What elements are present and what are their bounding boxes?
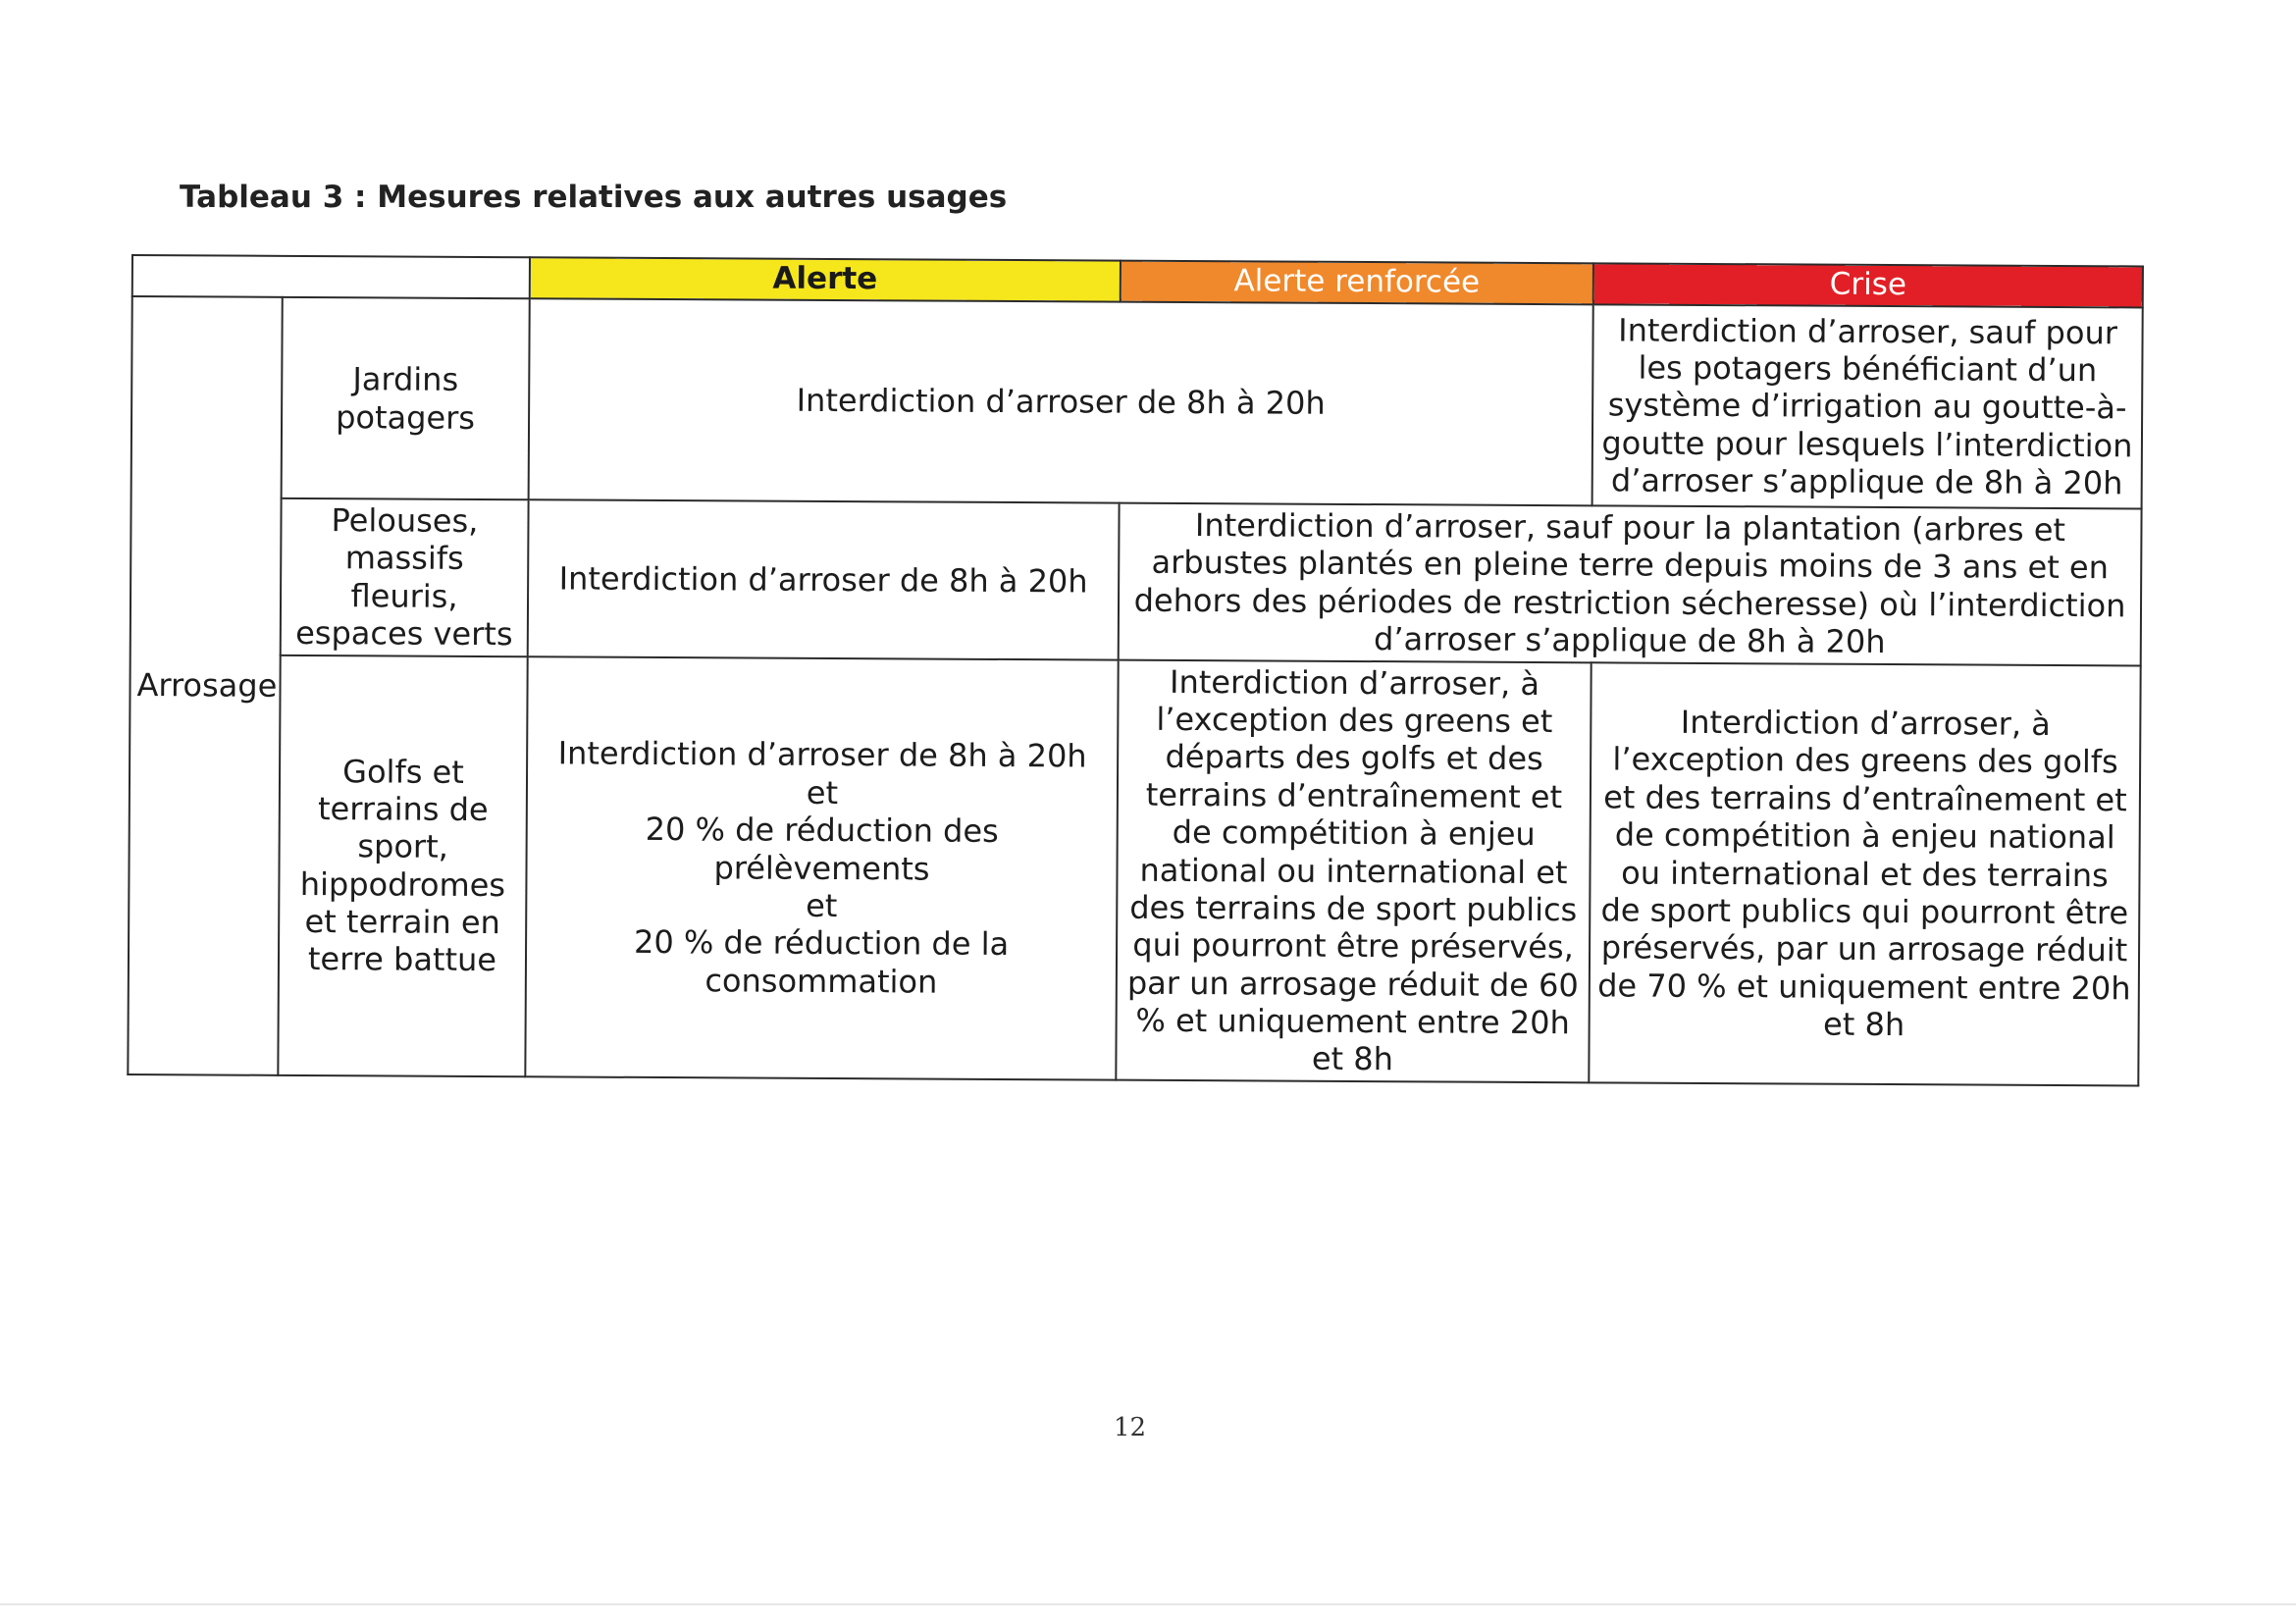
- cell-golfs-crise: Interdiction d’arroser, à l’exception des greens des golfs et des terrains d’entraînement et de compétition à enjeu national ou international et des terrains de sport publics qui pourront être préservés, par un arrosage réduit de 70 % et uniquement entre 20h et 8h: [1589, 662, 2140, 1085]
- header-alerte-renforcee: Alerte renforcée: [1121, 261, 1593, 305]
- header-crise: Crise: [1593, 263, 2143, 307]
- measures-table-wrapper: [128, 254, 2142, 1078]
- table-row: [128, 654, 2140, 1086]
- scan-edge-line: [0, 1603, 2296, 1605]
- page-number: 12: [1114, 1413, 1147, 1442]
- table-caption: Tableau 3 : Mesures relatives aux autres usages: [180, 180, 1008, 215]
- golfs-alerte-line: 20 % de réduction de la consommation: [633, 923, 1010, 1001]
- header-empty-cell: [132, 255, 530, 298]
- header-alerte: Alerte: [530, 257, 1121, 301]
- cell-golfs-alerte-renforcee: Interdiction d’arroser, à l’exception des greens et départs des golfs et des terrains d’entraînement et de compétition à enjeu national ou international et des terrains de sport publics qui pourront être préservés, par un arrosage réduit de 60 % et uniquement entre 20h et 8h: [1116, 659, 1591, 1082]
- cell-jardins-crise: Interdiction d’arroser, sauf pour les potagers bénéficiant d’un système d’irrigation au goutte-à-goutte pour lesquels l’interdiction d’arroser s’applique de 8h à 20h: [1592, 304, 2143, 508]
- golfs-alerte-line: Interdiction d’arroser de 8h à 20h: [557, 734, 1087, 775]
- cell-pelouses-renforcee-crise: Interdiction d’arroser, sauf pour la plantation (arbres et arbustes plantés en pleine terre depuis moins de 3 ans et en dehors des périodes de restriction sécheresse) où l’interdiction d’arroser s’applique de 8h à 20h: [1119, 503, 2142, 665]
- cell-jardins-alerte-renforcee: Interdiction d’arroser de 8h à 20h: [529, 298, 1593, 505]
- cell-pelouses-alerte: Interdiction d’arroser de 8h à 20h: [528, 499, 1120, 659]
- usage-jardins-potagers: Jardins potagers: [282, 297, 530, 499]
- measures-table: [127, 254, 2144, 1086]
- usage-golfs: Golfs et terrains de sport, hippodromes et terrain en terre battue: [278, 654, 527, 1076]
- golfs-alerte-line: et: [806, 773, 839, 812]
- table-row: [130, 497, 2142, 665]
- category-arrosage: Arrosage: [128, 296, 282, 1075]
- table-row: [131, 296, 2143, 508]
- cell-golfs-alerte: [525, 656, 1118, 1080]
- golfs-alerte-line: et: [806, 886, 838, 924]
- usage-pelouses: Pelouses, massifs fleuris, espaces verts: [281, 498, 529, 656]
- golfs-alerte-line: 20 % de réduction des prélèvements: [645, 811, 999, 888]
